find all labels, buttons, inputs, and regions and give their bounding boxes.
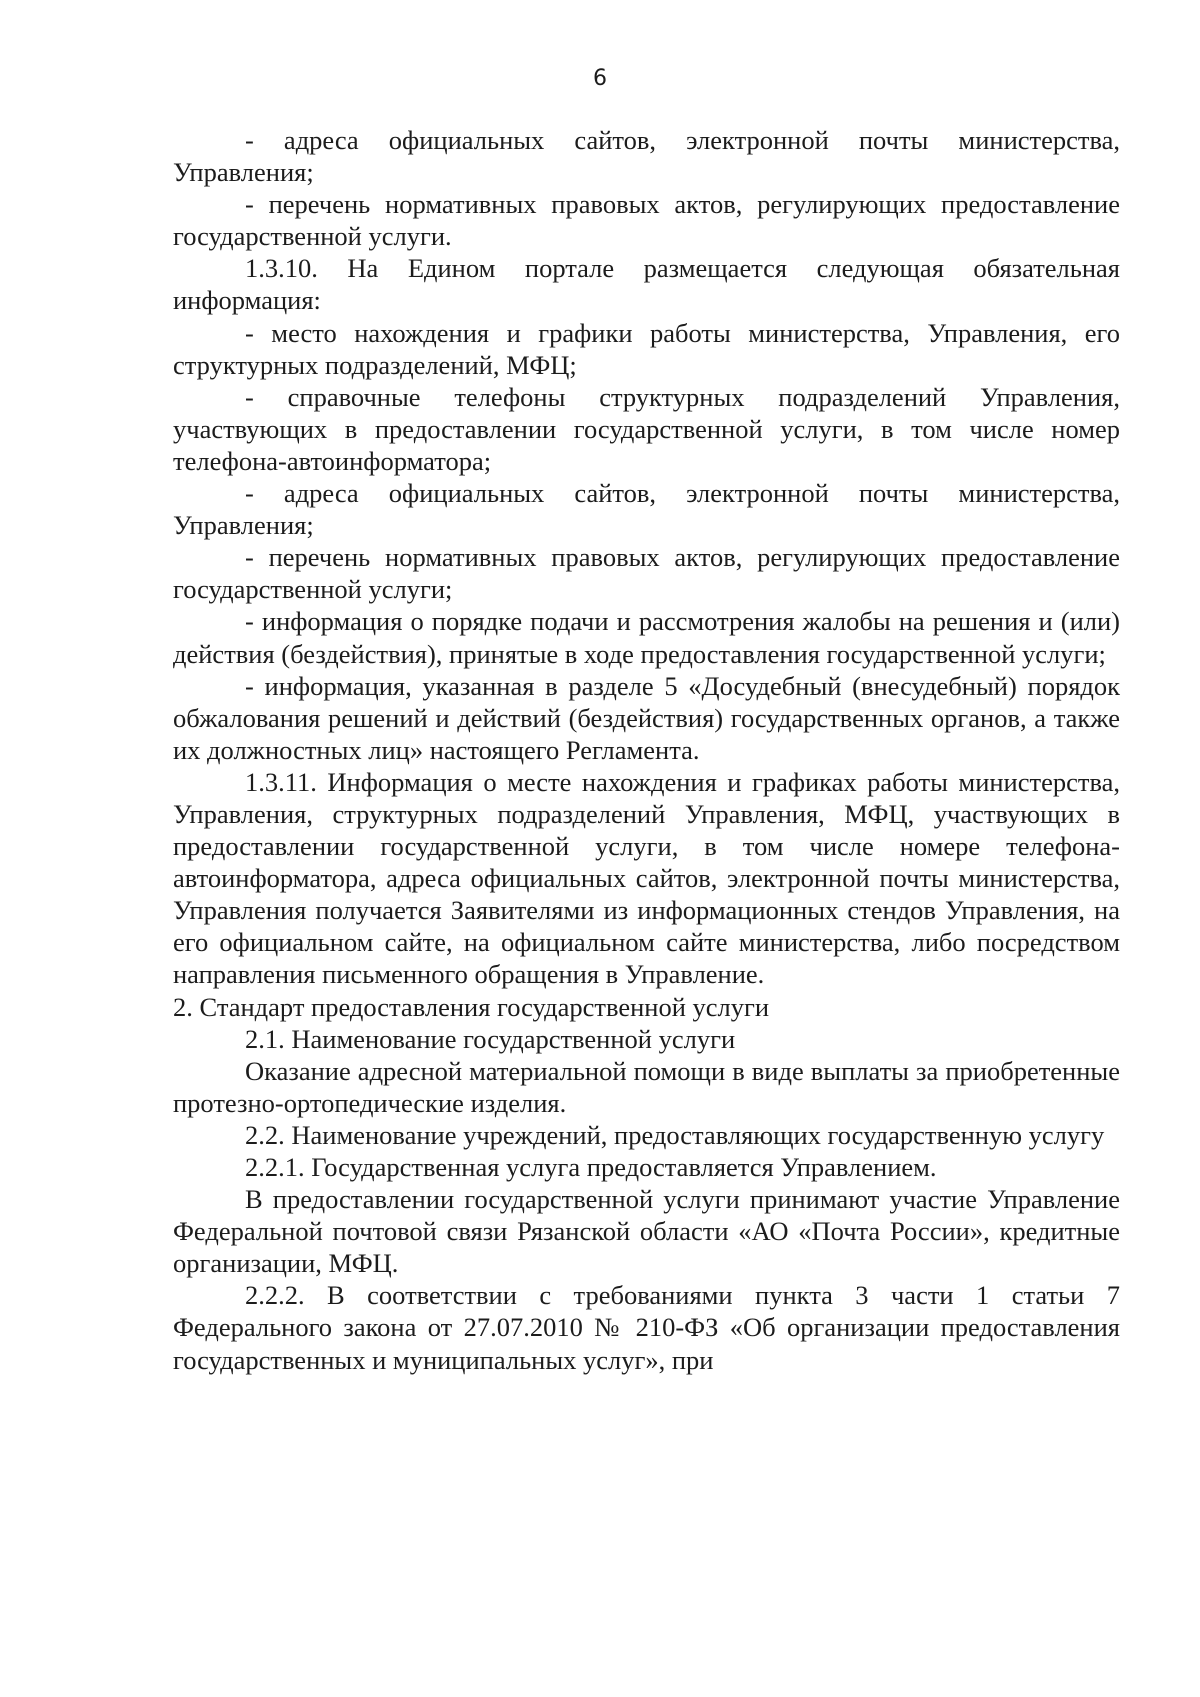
paragraph: - справочные телефоны структурных подразделений Управления, участвующих в предоставлении государственной услуги, в том числе номер телефона-автоинформатора; <box>173 381 1120 476</box>
section-title: 2. Стандарт предоставления государственной услуги <box>173 991 770 1022</box>
paragraph: - место нахождения и графики работы министерства, Управления, его структурных подразделений, МФЦ; <box>173 317 1120 380</box>
paragraph: - адреса официальных сайтов, электронной почты министерства, Управления; <box>173 125 1120 188</box>
paragraph: 2.2.2. В соответствии с требованиями пункта 3 части 1 статьи 7 Федерального закона от 27.07.2010 № 210-ФЗ «Об организации предоставления государственных и муниципальных услуг», при <box>173 1280 1120 1375</box>
paragraph: В предоставлении государственной услуги принимают участие Управление Федеральной почтовой связи Рязанской области «АО «Почта России», кредитные организации, МФЦ. <box>173 1184 1120 1279</box>
document-body <box>173 124 1120 1376</box>
paragraph: 1.3.11. Информация о месте нахождения и графиках работы министерства, Управления, структурных подразделений Управления, МФЦ, участвующих в предоставлении государственной услуги, в том числе номере телефона-автоинформатора, адреса официальных сайтов, электронной почты министерства, Управления получается Заявителями из информационных стендов Управления, на его официальном сайте, на официальном сайте министерства, либо посредством направления письменного обращения в Управление. <box>173 766 1120 990</box>
paragraph: 1.3.10. На Едином портале размещается следующая обязательная информация: <box>173 253 1120 316</box>
paragraph: 2.1. Наименование государственной услуги <box>245 1023 736 1054</box>
page-number: 6 <box>593 66 607 91</box>
paragraph: Оказание адресной материальной помощи в виде выплаты за приобретенные протезно-ортопедические изделия. <box>173 1055 1120 1118</box>
paragraph: - информация о порядке подачи и рассмотрения жалобы на решения и (или) действия (бездействия), принятые в ходе предоставления государственной услуги; <box>173 606 1120 669</box>
paragraph: - перечень нормативных правовых актов, регулирующих предоставление государственной услуги; <box>173 542 1120 605</box>
paragraph: - перечень нормативных правовых актов, регулирующих предоставление государственной услуги. <box>173 189 1120 252</box>
paragraph: 2.2.1. Государственная услуга предоставляется Управлением. <box>245 1152 937 1182</box>
paragraph: 2.2. Наименование учреждений, предоставляющих государственную услугу <box>245 1119 1105 1150</box>
paragraph: - информация, указанная в разделе 5 «Досудебный (внесудебный) порядок обжалования решений и действий (бездействия) государственных органов, а также их должностных лиц» настоящего Регламента. <box>173 670 1120 765</box>
paragraph: - адреса официальных сайтов, электронной почты министерства, Управления; <box>173 478 1120 541</box>
